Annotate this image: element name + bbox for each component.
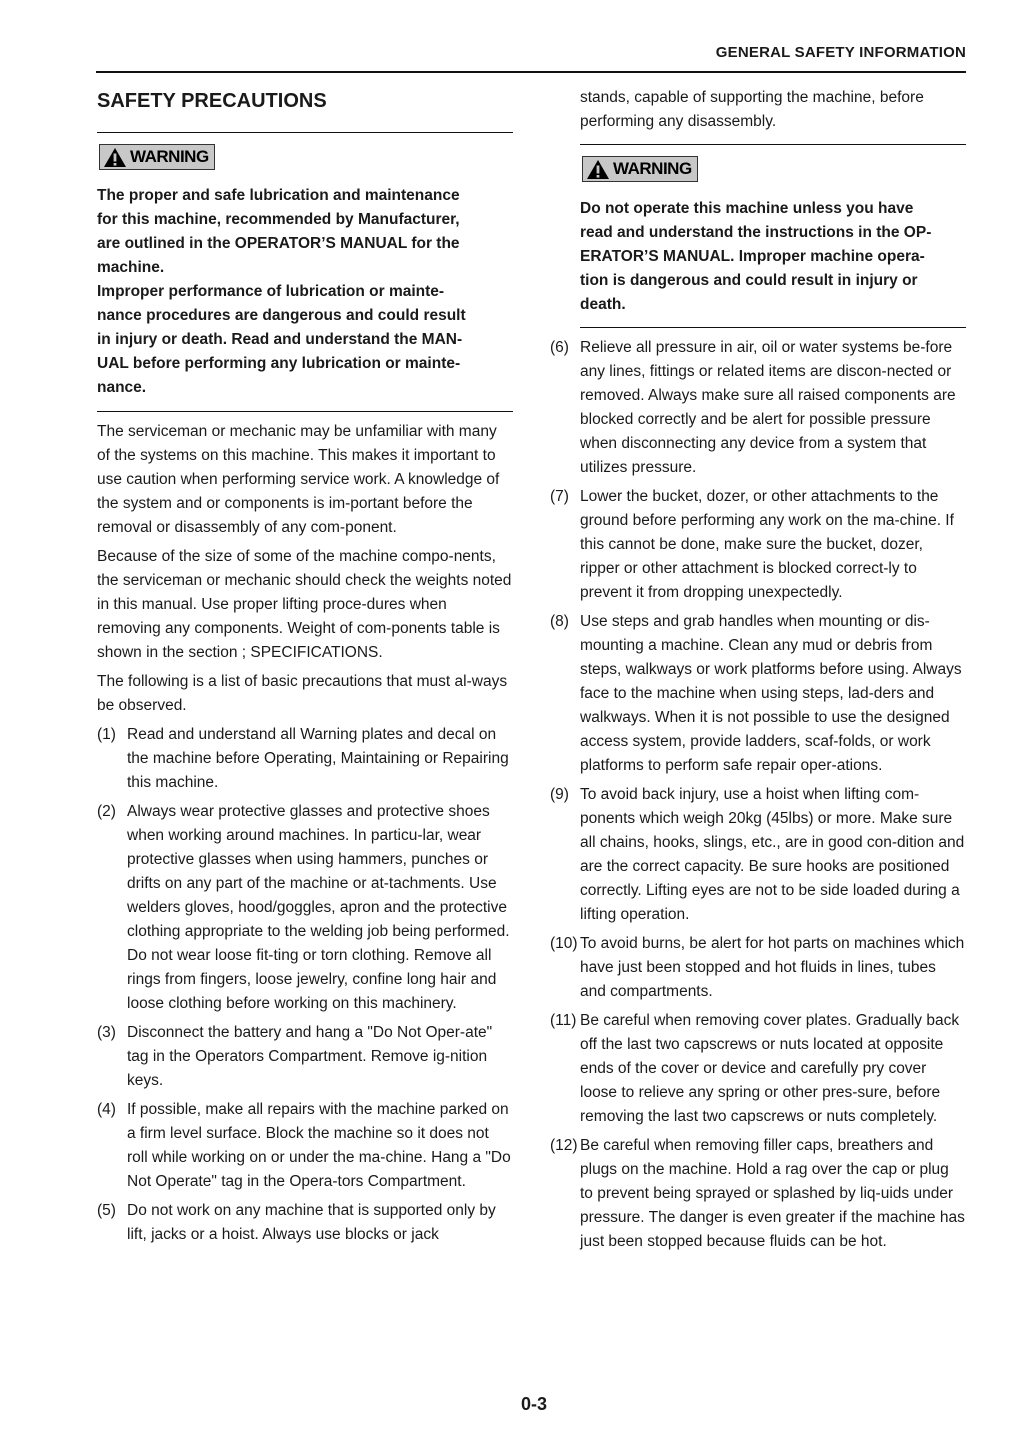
- left-column: [97, 84, 513, 1252]
- warning-line: nance procedures are dangerous and could result: [97, 306, 466, 324]
- warning-line: machine.: [97, 258, 165, 276]
- warning-line: tion is dangerous and could result in injury or: [580, 271, 918, 289]
- warning-line: UAL before performing any lubrication or mainte-: [97, 354, 461, 372]
- list-item-text: If possible, make all repairs with the machine parked on a firm level surface. Block the machine so it does not roll while working on or under the ma-chine. Hang a "Do Not Operate" tag in the Opera-tors Compartment.: [127, 1100, 511, 1190]
- right-column: [550, 86, 966, 1259]
- list-item-number: (8): [550, 612, 569, 630]
- list-item: [550, 1009, 966, 1129]
- list-item-number: (11): [550, 1011, 577, 1029]
- warning-line: Do not operate this machine unless you have: [580, 199, 914, 217]
- warning-line: death.: [580, 295, 626, 313]
- header-rule: [96, 71, 966, 73]
- list-item: [550, 485, 966, 605]
- list-item-number: (12): [550, 1136, 578, 1154]
- list-item-text: Be careful when removing filler caps, breathers and plugs on the machine. Hold a rag over the cap or plug to prevent being sprayed or splashed by liq-uids under pressure. The danger is even greater if the machine has just been stopped because fluids can be hot.: [580, 1136, 965, 1250]
- warning-line: read and understand the instructions in the OP-: [580, 223, 932, 241]
- list-item-text: Do not work on any machine that is supported only by lift, jacks or a hoist. Always use blocks or jack: [127, 1201, 496, 1243]
- list-item-text: Use steps and grab handles when mounting or dis-mounting a machine. Clean any mud or debris from steps, walkways or work platforms before using. Always face to the machine when using steps, lad-ders and walkways. When it is not possible to use the designed access system, provide ladders, scaf-folds, or work platforms to perform safe repair oper-ations.: [580, 612, 962, 774]
- warning-badge: [99, 144, 215, 170]
- warning-line: are outlined in the OPERATOR’S MANUAL for the: [97, 234, 460, 252]
- list-item: [550, 336, 966, 480]
- warning-label: WARNING: [613, 159, 692, 178]
- list-item-text: Be careful when removing cover plates. Gradually back off the last two capscrews or nuts located at opposite ends of the cover or device and carefully pry cover loose to relieve any spring or other pres-sure, before removing the last two capscrews or nuts completely.: [580, 1011, 960, 1125]
- list-item-number: (9): [550, 785, 569, 803]
- warning-badge: [582, 156, 698, 182]
- list-item: [550, 932, 966, 1004]
- list-item: [550, 783, 966, 927]
- warning-line: for this machine, recommended by Manufacturer,: [97, 210, 460, 228]
- list-item: [97, 1199, 513, 1247]
- warning-text: [580, 197, 966, 317]
- list-item-number: (5): [97, 1201, 116, 1219]
- list-item-number: (2): [97, 802, 116, 820]
- warning-triangle-icon: [586, 159, 610, 180]
- list-item-number: (3): [97, 1023, 116, 1041]
- warning-label: WARNING: [130, 147, 209, 166]
- warning-line: ERATOR’S MANUAL. Improper machine opera-: [580, 247, 925, 265]
- warning-triangle-icon: [103, 147, 127, 168]
- list-item-number: (4): [97, 1100, 116, 1118]
- list-item-number: (6): [550, 338, 569, 356]
- list-item-number: (7): [550, 487, 569, 505]
- list-item-text: Disconnect the battery and hang a "Do Not Oper-ate" tag in the Operators Compartment. Remove ig-nition keys.: [127, 1023, 493, 1089]
- list-item-text: Relieve all pressure in air, oil or water systems be-fore any lines, fittings or related items are discon-nected or removed. Always make sure all raised components are blocked correctly and be alert for possible pressure when disconnecting any device from a system that utilizes pressure.: [580, 338, 956, 476]
- list-item: [550, 1134, 966, 1254]
- list-item: [97, 1021, 513, 1093]
- list-item: [550, 610, 966, 778]
- running-header: GENERAL SAFETY INFORMATION: [715, 44, 966, 61]
- warning-bottom-rule: [580, 327, 966, 328]
- section-title: SAFETY PRECAUTIONS: [97, 90, 327, 112]
- paragraph: The following is a list of basic precautions that must al-ways be observed.: [97, 672, 508, 714]
- page-number: 0-3: [520, 1394, 547, 1414]
- paragraph: The serviceman or mechanic may be unfamiliar with many of the systems on this machine. This makes it important to use caution when performing service work. A knowledge of the system and or components is im-portant before the removal or disassembly of any com-ponent.: [97, 422, 500, 536]
- warning-line: Improper performance of lubrication or mainte-: [97, 282, 445, 300]
- list-item-number: (1): [97, 725, 116, 743]
- warning-line: in injury or death. Read and understand the MAN-: [97, 330, 463, 348]
- list-item-text: To avoid burns, be alert for hot parts on machines which have just been stopped and hot fluids in lines, tubes and compartments.: [580, 934, 965, 1000]
- list-item: [97, 723, 513, 795]
- paragraph: Because of the size of some of the machine compo-nents, the serviceman or mechanic should check the weights noted in this manual. Use proper lifting proce-dures when removing any components. Weight of com-ponents table is shown in the section ; SPECIFICATIONS.: [97, 547, 512, 661]
- list-item-text: Read and understand all Warning plates and decal on the machine before Operating, Maintaining or Repairing this machine.: [127, 725, 509, 791]
- list-item-text: Always wear protective glasses and protective shoes when working around machines. In particu-lar, wear protective glasses when using hammers, punches or drifts on any part of the machine or at-tachments. Use welders gloves, hood/goggles, apron and the protective clothing appropriate to the welding job being performed. Do not wear loose fit-ting or torn clothing. Remove all rings from fingers, loose jewelry, confine long hair and loose clothing before working on this machinery.: [127, 802, 510, 1012]
- list-item-continuation: [550, 86, 966, 134]
- warning-top-rule: [97, 132, 513, 133]
- list-item: [97, 800, 513, 1016]
- list-item-text: To avoid back injury, use a hoist when lifting com-ponents which weigh 20kg (45lbs) or more. Make sure all chains, hooks, slings, etc., are in good con-dition and are the correct capacity. Be sure hooks are positioned correctly. Lifting eyes are not to be side loaded during a lifting operation.: [580, 785, 965, 923]
- list-item: [97, 1098, 513, 1194]
- warning-text: [97, 184, 513, 400]
- warning-line: nance.: [97, 378, 147, 396]
- list-item-number: (10): [550, 934, 578, 952]
- warning-bottom-rule: [97, 411, 513, 412]
- continuation-text: stands, capable of supporting the machine, before performing any disassembly.: [580, 89, 924, 130]
- list-item-text: Lower the bucket, dozer, or other attachments to the ground before performing any work on the ma-chine. If this cannot be done, make sure the bucket, dozer, ripper or other attachment is blocked correct-ly to prevent it from dropping unexpectedly.: [580, 487, 954, 601]
- warning-top-rule: [580, 144, 966, 145]
- warning-line: The proper and safe lubrication and maintenance: [97, 186, 460, 204]
